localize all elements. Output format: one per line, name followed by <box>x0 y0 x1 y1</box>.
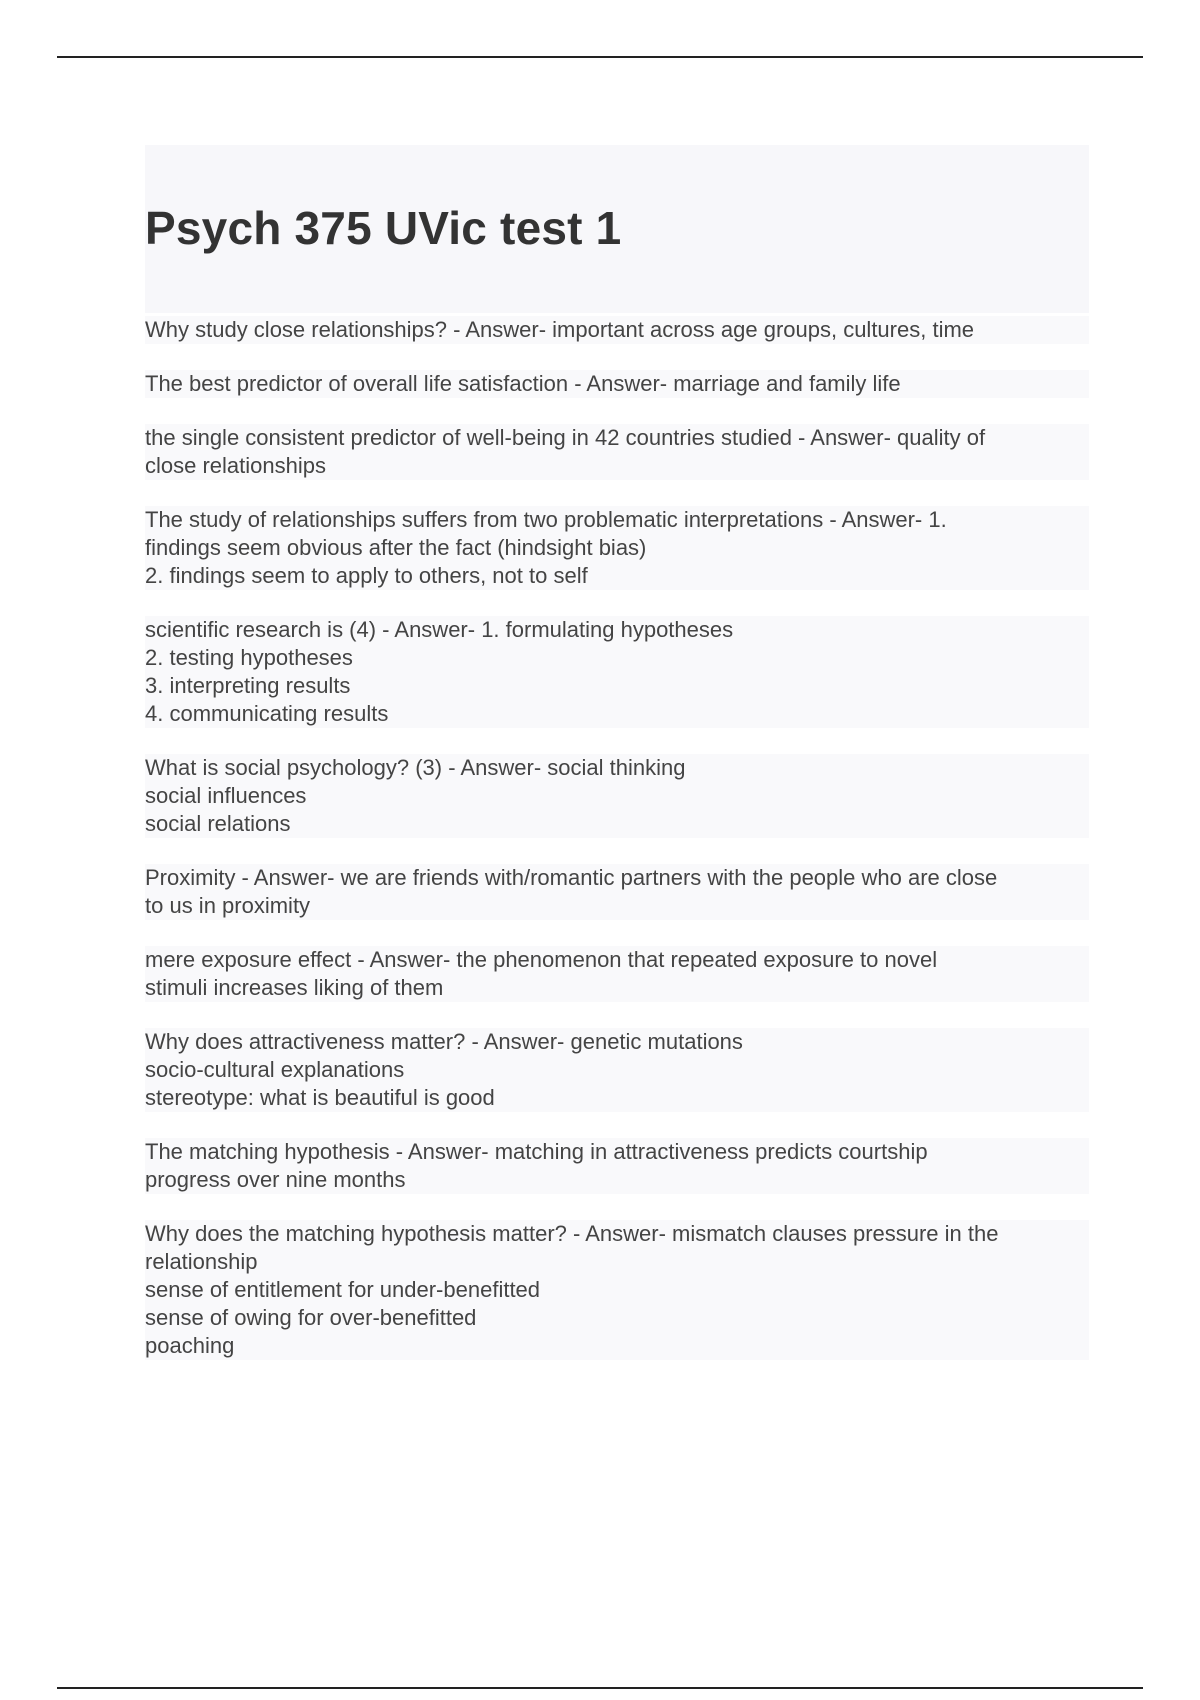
qa-line: Proximity - Answer- we are friends with/romantic partners with the people who are close <box>145 864 1089 892</box>
qa-item <box>145 864 1089 920</box>
top-rule <box>57 56 1143 58</box>
qa-line: poaching <box>145 1332 1089 1360</box>
qa-item <box>145 1028 1089 1112</box>
qa-line: sense of entitlement for under-benefitted <box>145 1276 1089 1304</box>
qa-line: socio-cultural explanations <box>145 1056 1089 1084</box>
qa-line: stereotype: what is beautiful is good <box>145 1084 1089 1112</box>
qa-line: sense of owing for over-benefitted <box>145 1304 1089 1332</box>
qa-line: The matching hypothesis - Answer- matching in attractiveness predicts courtship <box>145 1138 1089 1166</box>
qa-line: 2. findings seem to apply to others, not to self <box>145 562 1089 590</box>
qa-line: The best predictor of overall life satisfaction - Answer- marriage and family life <box>145 370 1089 398</box>
qa-list <box>145 316 1089 1360</box>
qa-item <box>145 754 1089 838</box>
qa-line: findings seem obvious after the fact (hindsight bias) <box>145 534 1089 562</box>
bottom-rule <box>57 1687 1143 1689</box>
qa-line: stimuli increases liking of them <box>145 974 1089 1002</box>
qa-item <box>145 616 1089 728</box>
qa-item <box>145 1138 1089 1194</box>
qa-line: Why does the matching hypothesis matter? - Answer- mismatch clauses pressure in the <box>145 1220 1089 1248</box>
qa-item <box>145 506 1089 590</box>
qa-line: social relations <box>145 810 1089 838</box>
document-title: Psych 375 UVic test 1 <box>145 202 622 254</box>
qa-item <box>145 424 1089 480</box>
qa-line: relationship <box>145 1248 1089 1276</box>
qa-line: close relationships <box>145 452 1089 480</box>
qa-item <box>145 1220 1089 1360</box>
qa-line: The study of relationships suffers from two problematic interpretations - Answer- 1. <box>145 506 1089 534</box>
qa-line: progress over nine months <box>145 1166 1089 1194</box>
qa-line: 2. testing hypotheses <box>145 644 1089 672</box>
document-page <box>145 145 1089 1386</box>
qa-line: 4. communicating results <box>145 700 1089 728</box>
qa-line: the single consistent predictor of well-being in 42 countries studied - Answer- quality of <box>145 424 1089 452</box>
qa-line: Why does attractiveness matter? - Answer- genetic mutations <box>145 1028 1089 1056</box>
qa-item <box>145 370 1089 398</box>
qa-line: social influences <box>145 782 1089 810</box>
qa-line: mere exposure effect - Answer- the phenomenon that repeated exposure to novel <box>145 946 1089 974</box>
title-banner <box>145 145 1089 313</box>
qa-item <box>145 946 1089 1002</box>
qa-item <box>145 316 1089 344</box>
qa-line: to us in proximity <box>145 892 1089 920</box>
qa-line: Why study close relationships? - Answer- important across age groups, cultures, time <box>145 316 1089 344</box>
qa-line: 3. interpreting results <box>145 672 1089 700</box>
qa-line: What is social psychology? (3) - Answer- social thinking <box>145 754 1089 782</box>
qa-line: scientific research is (4) - Answer- 1. formulating hypotheses <box>145 616 1089 644</box>
